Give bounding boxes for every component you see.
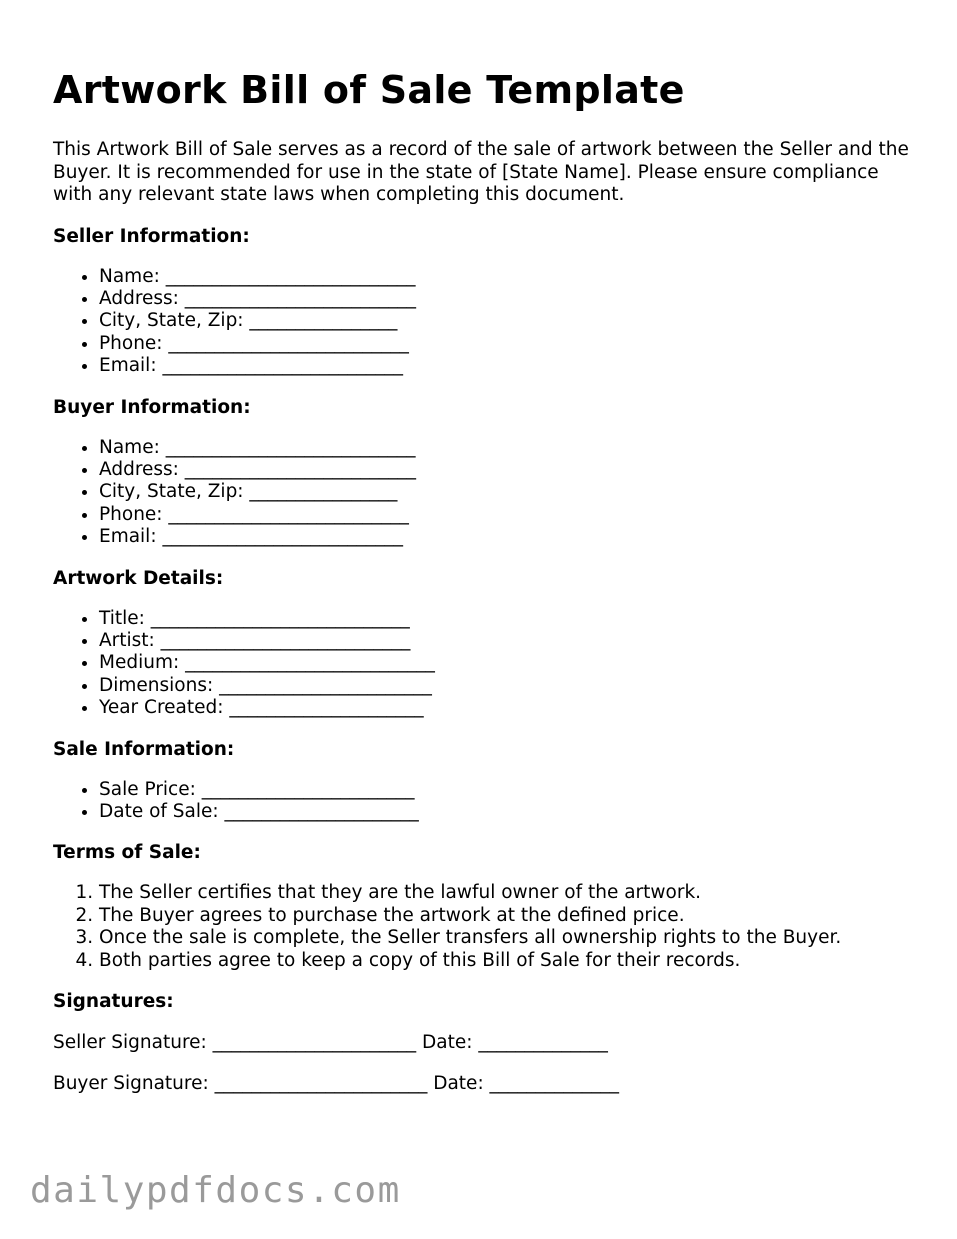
buyer-city-field: • City, State, Zip: ________________	[99, 481, 913, 503]
watermark: dailypdfdocs.com	[30, 1170, 401, 1211]
seller-heading: Seller Information:	[53, 225, 250, 247]
sale-list	[53, 779, 913, 824]
sale-price-field: • Sale Price: _______________________	[99, 779, 913, 801]
sale-heading: Sale Information:	[53, 738, 235, 760]
document-page	[53, 0, 913, 1095]
buyer-list	[53, 437, 913, 549]
seller-list	[53, 266, 913, 378]
buyer-signature-line: Buyer Signature: _______________________ Date: ______________	[53, 1073, 620, 1095]
term-item: 3. Once the sale is complete, the Seller transfers all ownership rights to the Buyer.	[99, 927, 913, 949]
artwork-heading: Artwork Details:	[53, 567, 224, 589]
buyer-email-field: • Email: __________________________	[99, 526, 913, 548]
seller-phone-field: • Phone: __________________________	[99, 333, 913, 355]
terms-list	[53, 882, 913, 972]
artwork-year-field: • Year Created: _____________________	[99, 697, 913, 719]
seller-name-field: • Name: ___________________________	[99, 266, 913, 288]
buyer-heading: Buyer Information:	[53, 396, 251, 418]
terms-heading: Terms of Sale:	[53, 842, 201, 864]
term-item: 1. The Seller certifies that they are the lawful owner of the artwork.	[99, 882, 913, 904]
artwork-medium-field: • Medium: ___________________________	[99, 652, 913, 674]
artwork-list	[53, 608, 913, 720]
seller-signature-line: Seller Signature: ______________________ Date: ______________	[53, 1032, 608, 1054]
term-item: 4. Both parties agree to keep a copy of this Bill of Sale for their records.	[99, 950, 913, 972]
buyer-name-field: • Name: ___________________________	[99, 437, 913, 459]
intro-paragraph: This Artwork Bill of Sale serves as a record of the sale of artwork between the Seller and the Buyer. It is recommended for use in the state of [State Name]. Please ensure compliance with any relevant state laws when completing this document.	[53, 139, 909, 205]
seller-email-field: • Email: __________________________	[99, 355, 913, 377]
seller-address-field: • Address: _________________________	[99, 288, 913, 310]
artwork-artist-field: • Artist: ___________________________	[99, 630, 913, 652]
buyer-address-field: • Address: _________________________	[99, 459, 913, 481]
seller-city-field: • City, State, Zip: ________________	[99, 310, 913, 332]
artwork-title-field: • Title: ____________________________	[99, 608, 913, 630]
document-title: Artwork Bill of Sale Template	[53, 68, 685, 112]
artwork-dimensions-field: • Dimensions: _______________________	[99, 675, 913, 697]
buyer-phone-field: • Phone: __________________________	[99, 504, 913, 526]
term-item: 2. The Buyer agrees to purchase the artwork at the defined price.	[99, 905, 913, 927]
signatures-heading: Signatures:	[53, 991, 174, 1013]
sale-date-field: • Date of Sale: _____________________	[99, 801, 913, 823]
